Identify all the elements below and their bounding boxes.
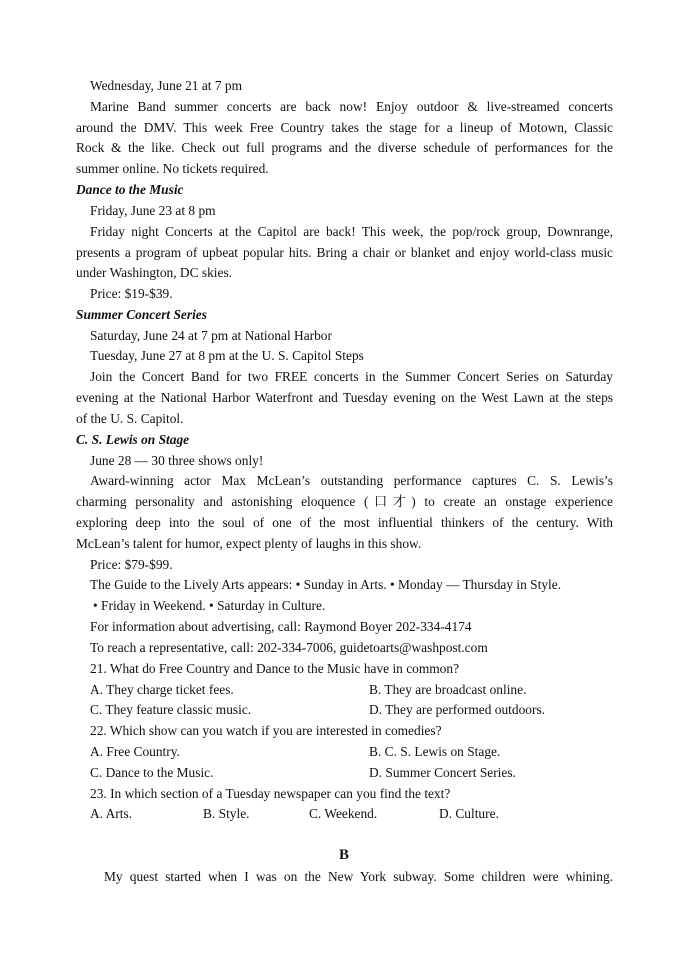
event-date-line: Tuesday, June 27 at 8 pm at the U. S. Capitol Steps xyxy=(90,348,364,363)
paragraph-line: summer online. No tickets required. xyxy=(76,161,269,176)
question-22: 22. Which show can you watch if you are interested in comedies? xyxy=(90,723,442,738)
event-date-line: Saturday, June 24 at 7 pm at National Harbor xyxy=(90,328,332,343)
price-line: Price: $79-$99. xyxy=(90,557,173,572)
paragraph-line: of the U. S. Capitol. xyxy=(76,411,184,426)
option-21b: B. They are broadcast online. xyxy=(369,682,527,697)
option-22d: D. Summer Concert Series. xyxy=(369,765,516,780)
option-22b: B. C. S. Lewis on Stage. xyxy=(369,744,501,759)
paragraph-line: Award-winning actor Max McLean’s outstanding performance captures C. S. Lewis’s xyxy=(90,473,613,488)
event-heading: Summer Concert Series xyxy=(76,307,207,322)
option-22c: C. Dance to the Music. xyxy=(90,765,214,780)
paragraph-line: Friday night Concerts at the Capitol are back! This week, the pop/rock group, Downrange, xyxy=(90,224,613,239)
paragraph-line: exploring deep into the soul of one of the most influential thinkers of the century. With xyxy=(76,515,613,530)
option-23b: B. Style. xyxy=(203,806,250,821)
paragraph-line: around the DMV. This week Free Country takes the stage for a lineup of Motown, Classic xyxy=(76,120,613,135)
paragraph-line: under Washington, DC skies. xyxy=(76,265,233,280)
paragraph-line: evening at the National Harbor Waterfront and Tuesday evening on the West Lawn at the steps xyxy=(76,390,613,405)
contact-line: To reach a representative, call: 202-334-7006, guidetoarts@washpost.com xyxy=(90,640,488,655)
paragraph-line: Marine Band summer concerts are back now! Enjoy outdoor & live-streamed concerts xyxy=(90,99,613,114)
option-23a: A. Arts. xyxy=(90,806,133,821)
paragraph-line: Join the Concert Band for two FREE concerts in the Summer Concert Series on Saturday xyxy=(90,369,613,384)
paragraph-line: charming personality and astonishing eloquence (口才) to create an onstage experience xyxy=(76,494,613,509)
question-23: 23. In which section of a Tuesday newspaper can you find the text? xyxy=(90,786,451,801)
option-22a: A. Free Country. xyxy=(90,744,180,759)
option-21a: A. They charge ticket fees. xyxy=(90,682,234,697)
section-heading: B xyxy=(338,847,349,863)
price-line: Price: $19-$39. xyxy=(90,286,173,301)
paragraph-line: My quest started when I was on the New York subway. Some children were whining. xyxy=(104,869,613,884)
paragraph-line: Rock & the like. Check out full programs and the diverse schedule of performances for the xyxy=(76,140,613,155)
guide-line: • Friday in Weekend. • Saturday in Culture. xyxy=(93,598,326,613)
question-21: 21. What do Free Country and Dance to the Music have in common? xyxy=(90,661,460,676)
contact-line: For information about advertising, call: Raymond Boyer 202-334-4174 xyxy=(90,619,472,634)
option-21d: D. They are performed outdoors. xyxy=(369,702,546,717)
event-heading: C. S. Lewis on Stage xyxy=(76,432,190,447)
event-heading: Dance to the Music xyxy=(76,182,184,197)
event-date-line: Wednesday, June 21 at 7 pm xyxy=(90,78,243,93)
option-23d: D. Culture. xyxy=(439,806,499,821)
guide-line: The Guide to the Lively Arts appears: • Sunday in Arts. • Monday — Thursday in Style. xyxy=(90,577,562,592)
event-date-line: June 28 — 30 three shows only! xyxy=(90,453,264,468)
event-date-line: Friday, June 23 at 8 pm xyxy=(90,203,216,218)
option-23c: C. Weekend. xyxy=(309,806,378,821)
paragraph-line: presents a program of upbeat popular hits. Bring a chair or blanket and enjoy world-class music xyxy=(76,245,613,260)
option-21c: C. They feature classic music. xyxy=(90,702,252,717)
paragraph-line: McLean’s talent for humor, expect plenty of laughs in this show. xyxy=(76,536,422,551)
